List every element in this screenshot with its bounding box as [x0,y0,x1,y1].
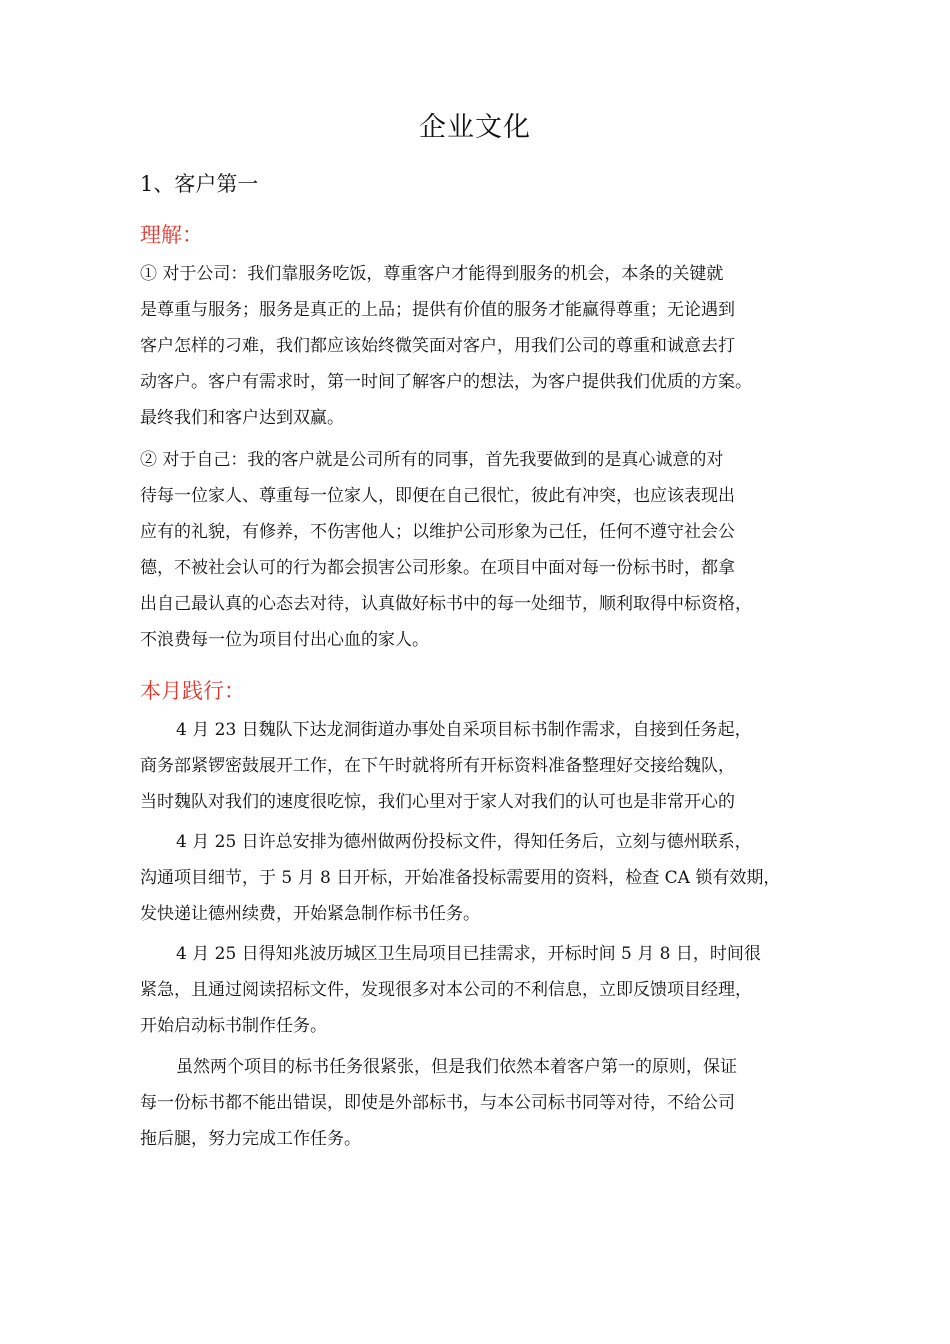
text-line: 沟通项目细节，于 5 月 8 日开标，开始准备投标需要用的资料，检查 CA 锁有效期， [140,868,781,888]
text-line: 出自己最认真的心态去对待，认真做好标书中的每一处细节，顺利取得中标资格， [140,594,752,614]
text-line: 最终我们和客户达到双赢。 [140,408,344,428]
understanding-paragraph-self [140,442,840,658]
practice-paragraph [140,1049,840,1157]
text-line: 动客户。客户有需求时，第一时间了解客户的想法，为客户提供我们优质的方案。 [140,372,752,392]
text-line: 拖后腿，努力完成工作任务。 [140,1129,361,1149]
practice-paragraph [140,824,840,932]
practice-paragraph [140,936,840,1044]
understanding-heading: 理解： [140,223,203,247]
text-line: 4 月 23 日魏队下达龙洞街道办事处自采项目标书制作需求，自接到任务起， [176,720,752,740]
text-line: 不浪费每一位为项目付出心血的家人。 [140,630,429,650]
practice-heading: 本月践行： [140,679,245,703]
text-line: ① 对于公司：我们靠服务吃饭，尊重客户才能得到服务的机会，本条的关键就 [140,264,724,284]
text-line: 每一份标书都不能出错误，即使是外部标书，与本公司标书同等对待，不给公司 [140,1093,735,1113]
text-line: 4 月 25 日得知兆波历城区卫生局项目已挂需求，开标时间 5 月 8 日，时间很 [176,944,761,964]
text-line: 客户怎样的刁难，我们都应该始终微笑面对客户，用我们公司的尊重和诚意去打 [140,336,735,356]
text-line: 发快递让德州续费，开始紧急制作标书任务。 [140,904,480,924]
understanding-paragraph-company [140,256,840,436]
section-heading: 1、客户第一 [140,172,259,196]
document-title: 企业文化 [419,112,531,143]
text-line: 商务部紧锣密鼓展开工作，在下午时就将所有开标资料准备整理好交接给魏队， [140,756,735,776]
text-line: 应有的礼貌，有修养，不伤害他人；以维护公司形象为己任，任何不遵守社会公 [140,522,735,542]
text-line: 4 月 25 日许总安排为德州做两份投标文件，得知任务后，立刻与德州联系， [176,832,752,852]
text-line: 紧急，且通过阅读招标文件，发现很多对本公司的不利信息，立即反馈项目经理， [140,980,752,1000]
text-line: ② 对于自己：我的客户就是公司所有的同事，首先我要做到的是真心诚意的对 [140,450,724,470]
text-line: 当时魏队对我们的速度很吃惊，我们心里对于家人对我们的认可也是非常开心的 [140,792,735,812]
text-line: 德，不被社会认可的行为都会损害公司形象。在项目中面对每一份标书时，都拿 [140,558,735,578]
text-line: 待每一位家人、尊重每一位家人，即便在自己很忙，彼此有冲突，也应该表现出 [140,486,735,506]
text-line: 开始启动标书制作任务。 [140,1016,327,1036]
text-line: 是尊重与服务；服务是真正的上品；提供有价值的服务才能赢得尊重；无论遇到 [140,300,735,320]
practice-paragraph [140,712,840,820]
text-line: 虽然两个项目的标书任务很紧张，但是我们依然本着客户第一的原则，保证 [176,1057,737,1077]
